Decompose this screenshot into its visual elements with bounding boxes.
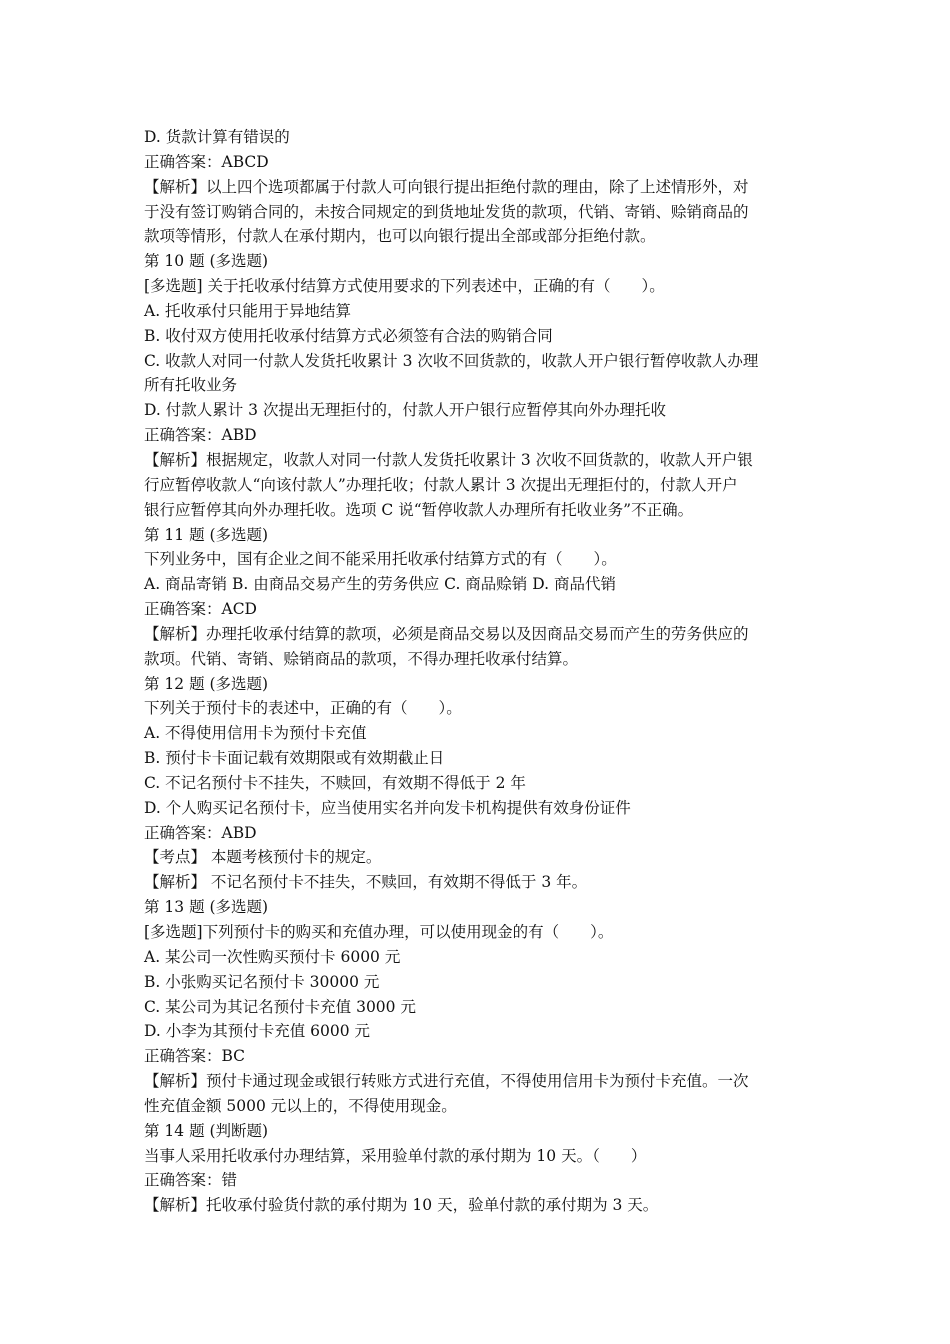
question-stem: [多选题] 关于托收承付结算方式使用要求的下列表述中，正确的有（ ）。 xyxy=(144,277,665,296)
option-c: C. 收款人对同一付款人发货托收累计 3 次收不回货款的，收款人开户银行暂停收款人办理 xyxy=(144,351,759,370)
answer: 正确答案：ABD xyxy=(144,426,257,445)
answer: 正确答案：ACD xyxy=(144,600,257,619)
key-point: 【考点】 本题考核预付卡的规定。 xyxy=(144,848,382,867)
analysis-text: 性充值金额 5000 元以上的，不得使用现金。 xyxy=(144,1096,457,1115)
analysis-text: 银行应暂停其向外办理托收。选项 C 说“暂停收款人办理所有托收业务”不正确。 xyxy=(144,500,694,519)
option-d: D. 小李为其预付卡充值 6000 元 xyxy=(144,1022,371,1041)
document-page xyxy=(144,125,810,1218)
analysis-text: 款项等情形，付款人在承付期内，也可以向银行提出全部或部分拒绝付款。 xyxy=(144,227,656,246)
analysis-text: 【解析】 不记名预付卡不挂失，不赎回，有效期不得低于 3 年。 xyxy=(144,873,588,892)
option-b: B. 小张购买记名预付卡 30000 元 xyxy=(144,972,380,991)
question-stem: [多选题]下列预付卡的购买和充值办理，可以使用现金的有（ ）。 xyxy=(144,923,614,941)
answer: 正确答案：错 xyxy=(144,1171,238,1190)
answer: 正确答案：ABCD xyxy=(144,152,269,171)
analysis-text: 【解析】办理托收承付结算的款项，必须是商品交易以及因商品交易而产生的劳务供应的 xyxy=(144,624,749,643)
question-heading: 第 13 题 (多选题) xyxy=(144,898,269,917)
question-heading: 第 11 题 (多选题) xyxy=(144,525,269,544)
answer: 正确答案：BC xyxy=(144,1047,246,1066)
analysis-text: 【解析】托收承付验货付款的承付期为 10 天，验单付款的承付期为 3 天。 xyxy=(144,1196,659,1215)
analysis-text: 款项。代销、寄销、赊销商品的款项，不得办理托收承付结算。 xyxy=(144,649,579,668)
option-a: A. 托收承付只能用于异地结算 xyxy=(144,301,352,320)
option-d: D. 个人购买记名预付卡，应当使用实名并向发卡机构提供有效身份证件 xyxy=(144,798,631,817)
option-c: C. 某公司为其记名预付卡充值 3000 元 xyxy=(144,997,416,1016)
option-b: B. 收付双方使用托收承付结算方式必须签有合法的购销合同 xyxy=(144,326,553,345)
analysis-text: 【解析】预付卡通过现金或银行转账方式进行充值，不得使用信用卡为预付卡充值。一次 xyxy=(144,1072,749,1091)
analysis-text: 【解析】以上四个选项都属于付款人可向银行提出拒绝付款的理由，除了上述情形外，对 xyxy=(144,177,749,196)
question-stem: 当事人采用托收承付办理结算，采用验单付款的承付期为 10 天。（ ） xyxy=(144,1146,647,1165)
option-d: D. 货款计算有错误的 xyxy=(144,128,290,146)
option-b: B. 预付卡卡面记载有效期限或有效期截止日 xyxy=(144,749,445,768)
options-inline: A. 商品寄销 B. 由商品交易产生的劳务供应 C. 商品赊销 D. 商品代销 xyxy=(144,575,616,594)
option-d: D. 付款人累计 3 次提出无理拒付的，付款人开户银行应暂停其向外办理托收 xyxy=(144,401,666,420)
analysis-text: 行应暂停收款人“向该付款人”办理托收；付款人累计 3 次提出无理拒付的，付款人开户 xyxy=(144,475,738,494)
analysis-text: 于没有签订购销合同的，未按合同规定的到货地址发货的款项，代销、寄销、赊销商品的 xyxy=(144,202,749,221)
question-heading: 第 10 题 (多选题) xyxy=(144,252,269,271)
analysis-text: 【解析】根据规定，收款人对同一付款人发货托收累计 3 次收不回货款的，收款人开户银 xyxy=(144,450,753,469)
question-heading: 第 12 题 (多选题) xyxy=(144,674,269,693)
answer: 正确答案：ABD xyxy=(144,823,257,842)
question-heading: 第 14 题 (判断题) xyxy=(144,1121,269,1140)
option-c: C. 不记名预付卡不挂失，不赎回，有效期不得低于 2 年 xyxy=(144,773,526,792)
option-c: 所有托收业务 xyxy=(144,376,238,395)
option-a: A. 不得使用信用卡为预付卡充值 xyxy=(144,724,367,743)
option-a: A. 某公司一次性购买预付卡 6000 元 xyxy=(144,947,401,966)
question-stem: 下列业务中，国有企业之间不能采用托收承付结算方式的有（ ）。 xyxy=(144,550,617,569)
question-stem: 下列关于预付卡的表述中，正确的有（ ）。 xyxy=(144,699,462,718)
